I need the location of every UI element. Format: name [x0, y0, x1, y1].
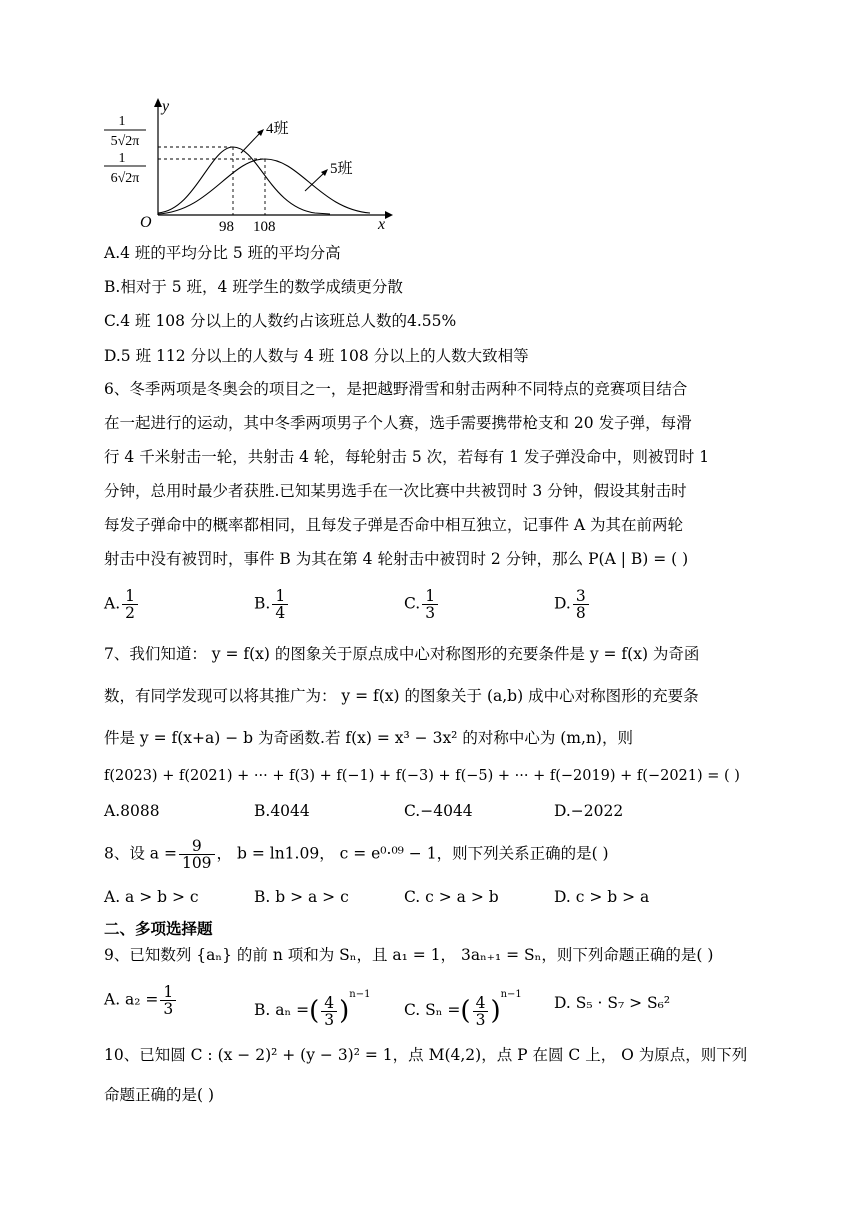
q10-line-2: 命题正确的是( ): [104, 1086, 215, 1104]
q8-a-num: 9: [179, 838, 215, 855]
q8-stem: [104, 838, 609, 871]
normal-distribution-figure: [100, 95, 400, 235]
q6-option-b-den: 4: [275, 604, 286, 622]
q6-line-3: 行 4 千米射击一轮，共射击 4 轮，每轮射击 5 次，若每有 1 发子弹没命中，则被罚时 1: [104, 448, 710, 466]
q6-option-b-prefix: B.: [254, 594, 271, 613]
q6-line-1: 6、冬季两项是冬奥会的项目之一，是把越野滑雪和射击两种不同特点的竞赛项目结合: [104, 380, 688, 398]
curve-label-4: 4班: [266, 121, 289, 137]
q6-option-d-prefix: D.: [554, 594, 571, 613]
q8-option-c: C. c > a > b: [404, 888, 499, 906]
q5-option-a: A.4 班的平均分比 5 班的平均分高: [104, 244, 341, 262]
q10-line-1: 10、已知圆 C : (x − 2)² + (y − 3)² = 1，点 M(4,2)，点 P 在圆 C 上， O 为原点，则下列: [104, 1046, 748, 1064]
q9-option-c-exponent: n−1: [500, 989, 522, 1000]
q6-option-a-den: 2: [125, 604, 135, 622]
y-tick-top-numerator: 1: [118, 114, 126, 129]
q9-option-a-prefix: A. a₂ =: [104, 990, 159, 1009]
q9-option-c-num: 4: [473, 995, 489, 1012]
q6-option-b: [254, 588, 290, 621]
curve-label-5: 5班: [330, 161, 353, 177]
q6-option-d-fraction: [573, 588, 589, 621]
q9-option-b-exponent: n−1: [349, 989, 371, 1000]
q7-line-1: 7、我们知道： y = f(x) 的图象关于原点成中心对称图形的充要条件是 y = f(x) 为奇函: [104, 645, 700, 663]
q6-option-c-den: 3: [425, 604, 436, 622]
q6-option-a-fraction: [122, 588, 138, 621]
x-tick-108: 108: [253, 219, 276, 235]
q6-option-c-fraction: [422, 588, 438, 621]
q6-option-d-num: 3: [573, 588, 589, 605]
q9-option-c-rparen: ): [490, 996, 501, 1026]
pointer-class-4: [241, 133, 260, 153]
origin-label: O: [140, 214, 152, 231]
q8-a-den: 109: [181, 854, 212, 872]
q6-option-d-den: 8: [575, 604, 586, 622]
x-tick-98: 98: [219, 219, 234, 235]
q8-option-d: D. c > b > a: [554, 888, 650, 906]
q6-line-5: 每发子弹命中的概率都相同，且每发子弹是否命中相互独立，记事件 A 为其在前两轮: [104, 516, 684, 534]
q9-option-b-num: 4: [321, 995, 337, 1012]
curve-class-4: [158, 147, 330, 214]
q6-option-a-num: 1: [122, 588, 138, 605]
q7-line-4: f(2023) + f(2021) + ··· + f(3) + f(−1) + f(−3) + f(−5) + ··· + f(−2019) + f(−2021) = ( ): [104, 768, 740, 784]
q9-option-a-fraction: [160, 984, 176, 1017]
y-tick-bottom-denominator: 6√2π: [110, 171, 140, 186]
q9-option-c-lparen: (: [460, 996, 471, 1026]
q9-option-b-fraction: [321, 995, 337, 1028]
q6-option-c: [404, 588, 440, 621]
q8-option-b: B. b > a > c: [254, 888, 349, 906]
q6-option-a-prefix: A.: [104, 594, 121, 613]
q6-option-c-num: 1: [422, 588, 438, 605]
q9-option-c-den: 3: [475, 1010, 486, 1029]
q6-line-6: 射击中没有被罚时，事件 B 为其在第 4 轮射击中被罚时 2 分钟，那么 P(A | B) = ( ): [104, 550, 689, 568]
q7-option-d: D.−2022: [554, 802, 624, 820]
distribution-chart: [100, 95, 400, 235]
q9-option-c: [404, 984, 522, 1028]
q9-option-c-fraction: [473, 995, 489, 1028]
q5-option-d: D.5 班 112 分以上的人数与 4 班 108 分以上的人数大致相等: [104, 347, 529, 365]
q6-option-d: [554, 588, 591, 621]
q8-rest: ， b = ln1.09， c = e⁰·⁰⁹ − 1，则下列关系正确的是( ): [216, 844, 609, 863]
q8-option-a: A. a > b > c: [104, 888, 199, 906]
y-tick-top-denominator: 5√2π: [110, 134, 140, 149]
q8-a-fraction: [179, 838, 215, 871]
q5-option-b: B.相对于 5 班，4 班学生的数学成绩更分散: [104, 278, 403, 296]
q6-option-b-fraction: [272, 588, 288, 621]
q7-option-c: C.−4044: [404, 802, 473, 820]
q5-option-c: C.4 班 108 分以上的人数约占该班总人数的4.55%: [104, 312, 457, 330]
q9-option-b: [254, 984, 370, 1028]
q9-option-a: [104, 984, 178, 1017]
q6-option-a: [104, 588, 140, 621]
q9-option-b-den: 3: [324, 1010, 335, 1029]
q9-option-a-num: 1: [160, 984, 176, 1001]
q9-option-d: D. S₅ · S₇ > S₆²: [554, 994, 671, 1012]
q8-prefix: 8、设 a =: [104, 844, 177, 863]
y-axis-arrow: [154, 98, 162, 107]
q6-line-4: 分钟，总用时最少者获胜.已知某男选手在一次比赛中共被罚时 3 分钟，假设其射击时: [104, 482, 687, 500]
q9-option-c-prefix: C. Sₙ =: [404, 1001, 461, 1019]
section-multiple-choice-heading: 二、多项选择题: [104, 919, 213, 938]
q9-option-b-rparen: ): [339, 996, 350, 1026]
q7-line-2: 数，有同学发现可以将其推广为： y = f(x) 的图象关于 (a,b) 成中心对称图形的充要条: [104, 687, 699, 705]
x-axis-label: x: [378, 216, 386, 233]
q6-option-c-prefix: C.: [404, 594, 421, 613]
x-axis-arrow: [385, 211, 393, 219]
q6-line-2: 在一起进行的运动，其中冬季两项男子个人赛，选手需要携带枪支和 20 发子弹，每滑: [104, 414, 692, 432]
q9-option-b-prefix: B. aₙ =: [254, 1001, 310, 1019]
q7-option-b: B.4044: [254, 802, 310, 820]
q7-option-a: A.8088: [104, 802, 160, 820]
pointer-class-5: [305, 173, 324, 191]
q9-option-b-lparen: (: [309, 996, 320, 1026]
q7-line-3: 件是 y = f(x+a) − b 为奇函数.若 f(x) = x³ − 3x² 的对称中心为 (m,n)，则: [104, 729, 633, 747]
q9-option-a-den: 3: [163, 1000, 174, 1018]
y-tick-bottom-numerator: 1: [118, 151, 126, 166]
y-axis-label: y: [162, 98, 170, 115]
q6-option-b-num: 1: [272, 588, 288, 605]
q9-line-1: 9、已知数列 {aₙ} 的前 n 项和为 Sₙ，且 a₁ = 1， 3aₙ₊₁ = Sₙ，则下列命题正确的是( ): [104, 946, 714, 964]
